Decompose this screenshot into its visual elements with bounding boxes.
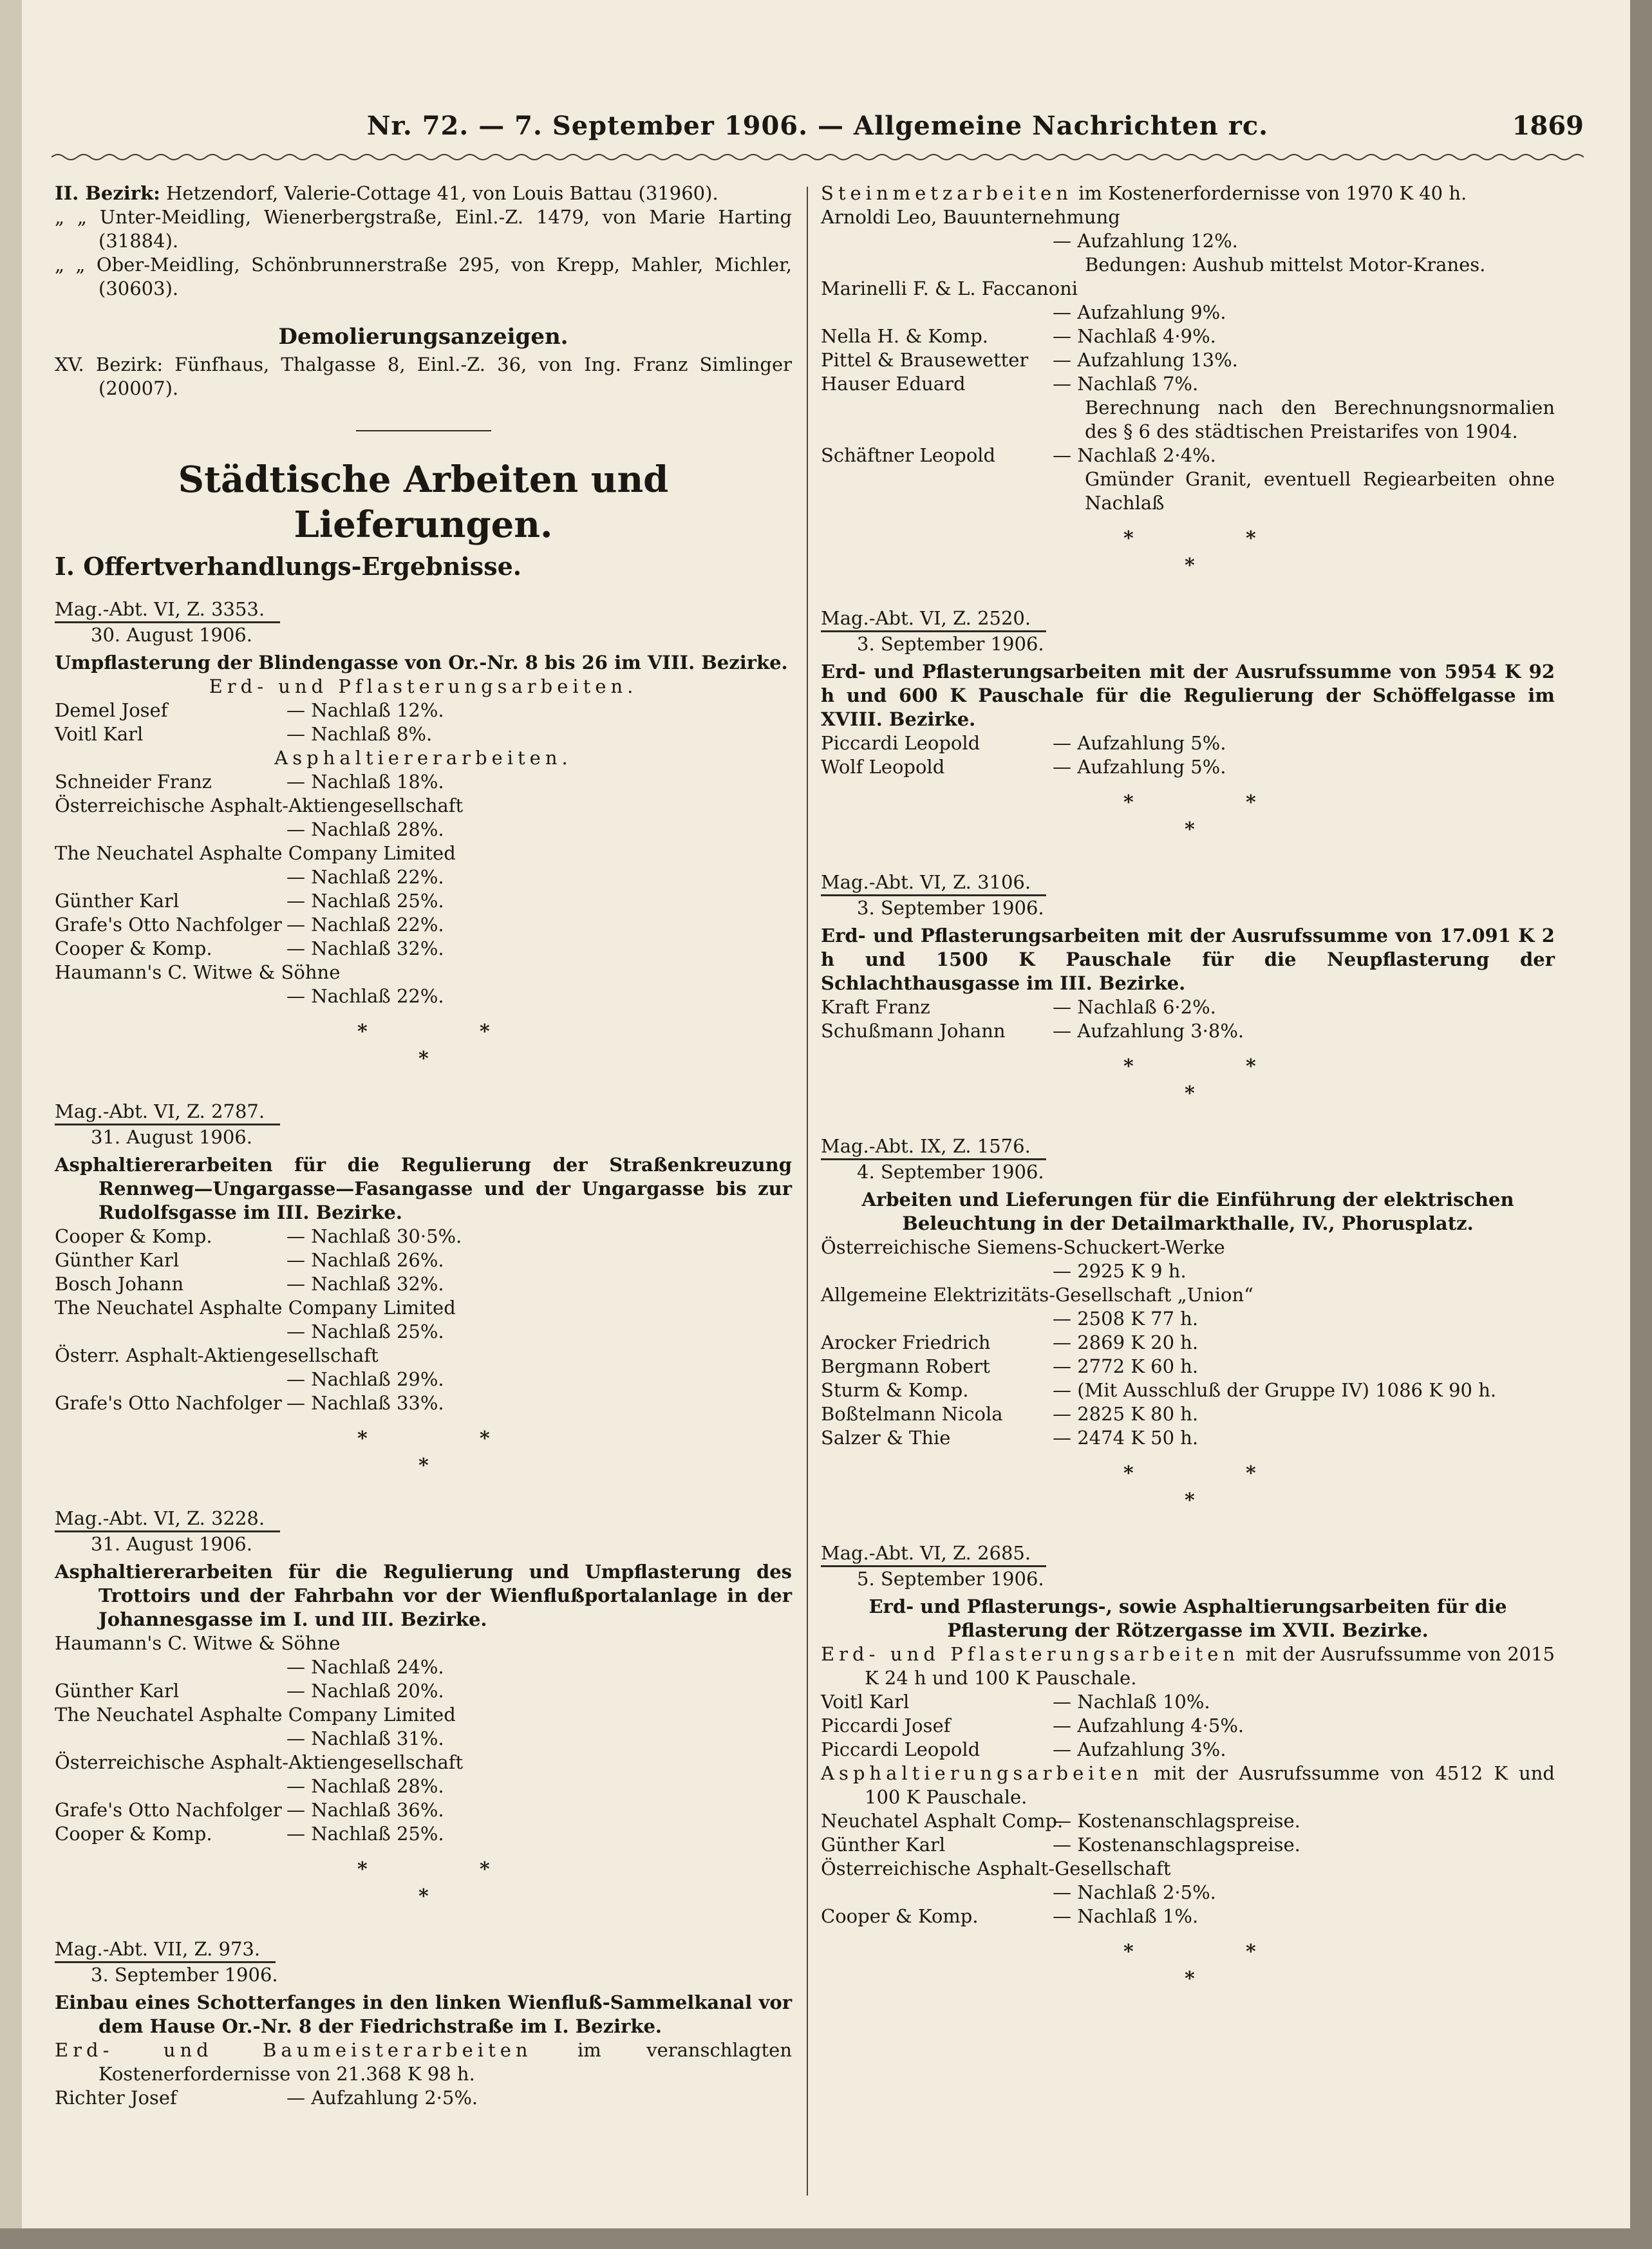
bidder-name: The Neuchatel Asphalte Company Limited	[55, 1297, 456, 1319]
tender-block	[55, 586, 792, 1008]
tender-block	[821, 1530, 1555, 1928]
asterisk: *	[1246, 527, 1256, 550]
bid-row: Voitl Karl — Nachlaß 10%.	[821, 1691, 1210, 1713]
work-subheading: Asphaltiererarbeiten.	[274, 747, 572, 769]
bid-row: Pittel & Brausewetter — Aufzahlung 13%.	[821, 349, 1238, 371]
bidder-name: Allgemeine Elektrizitäts-Gesellschaft „Union“	[821, 1284, 1254, 1306]
bid-value: — Nachlaß 24%.	[286, 1656, 444, 1678]
reference-date: 30. August 1906.	[91, 624, 252, 646]
bid-value: — Nachlaß 31%.	[286, 1727, 444, 1749]
bid-value: — Aufzahlung 9%.	[1053, 301, 1226, 323]
bidder-name: Marinelli F. & L. Faccanoni	[821, 278, 1078, 299]
asterisk: *	[1123, 527, 1134, 550]
tender-block	[821, 1123, 1555, 1450]
reference-number: Mag.-Abt. VI, Z. 3353.	[55, 598, 280, 623]
reference-date: 31. August 1906.	[91, 1533, 252, 1555]
asterisk: *	[1246, 1941, 1256, 1963]
bid-row: Günther Karl — Nachlaß 20%.	[55, 1680, 444, 1702]
column-divider	[807, 187, 808, 2196]
asterisk: *	[480, 1858, 490, 1881]
work-subheading: Erd- und Baumeisterarbeiten im veranschlagten Kostenerfordernisse von 21.368 K 98 h.	[55, 2039, 792, 2085]
bid-row: Grafe's Otto Nachfolger — Nachlaß 33%.	[55, 1392, 444, 1414]
section-heading: I. Offertverhandlungs-Ergebnisse.	[55, 552, 521, 581]
page-edge-left	[0, 0, 22, 2249]
tender-block	[821, 859, 1555, 1043]
asterism-separator	[821, 1462, 1555, 1523]
asterisk: *	[1246, 1055, 1256, 1078]
reference-date: 5. September 1906.	[857, 1568, 1044, 1590]
tender-title: Arbeiten und Lieferungen für die Einführung der elektrischen Beleuchtung in der Detailmarkthalle, IV., Phorusplatz.	[861, 1189, 1514, 1234]
reference-date: 3. September 1906.	[857, 633, 1044, 655]
bid-row: Günther Karl — Kostenanschlagspreise.	[821, 1834, 1300, 1856]
asterisk: *	[1185, 1082, 1195, 1105]
tender-title: Asphaltiererarbeiten für die Regulierung der Straßenkreuzung Rennweg—Ungargasse—Fasangasse und der Ungargasse bis zur Rudolfsgasse im III. Bezirke.	[55, 1154, 792, 1223]
bid-row: Boßtelmann Nicola — 2825 K 80 h.	[821, 1403, 1199, 1425]
demolition-entry: XV. Bezirk: Fünfhaus, Thalgasse 8, Einl.-Z. 36, von Ing. Franz Simlinger (20007).	[55, 353, 792, 399]
bid-value: — Nachlaß 28%.	[286, 818, 444, 840]
asterisk: *	[418, 1454, 429, 1477]
reference-number: Mag.-Abt. VI, Z. 3106.	[821, 870, 1046, 896]
asterisk: *	[1185, 1968, 1195, 1990]
bid-row: Hauser Eduard — Nachlaß 7%.	[821, 373, 1199, 395]
bid-value: — Nachlaß 28%.	[286, 1775, 444, 1797]
bid-row: Voitl Karl — Nachlaß 8%.	[55, 723, 433, 745]
bid-row: Cooper & Komp. — Nachlaß 25%.	[55, 1823, 444, 1845]
work-subheading: Asphaltierungsarbeiten mit der Ausrufssumme von 4512 K und 100 K Pauschale.	[821, 1762, 1555, 1808]
header-wavy-rule	[52, 149, 1584, 165]
bidder-name: Österreichische Asphalt-Gesellschaft	[821, 1858, 1171, 1879]
asterisk: *	[1185, 1489, 1195, 1512]
district-entry: „ „ Ober-Meidling, Schönbrunnerstraße 295, von Krepp, Mahler, Michler, (30603).	[55, 254, 792, 299]
bid-row: Schußmann Johann — Aufzahlung 3·8%.	[821, 1020, 1244, 1042]
reference-date: 31. August 1906.	[91, 1126, 252, 1148]
page-edge-bottom	[0, 2228, 1652, 2249]
bid-row: Arocker Friedrich — 2869 K 20 h.	[821, 1332, 1199, 1353]
header-title: Nr. 72. — 7. September 1906. — Allgemeine Nachrichten rc.	[366, 111, 1269, 141]
bid-row: Grafe's Otto Nachfolger — Nachlaß 22%.	[55, 914, 444, 936]
bid-value: — 2508 K 77 h.	[1053, 1308, 1199, 1330]
tender-block	[55, 1495, 792, 1846]
district-entry: „ „ Unter-Meidling, Wienerbergstraße, Einl.-Z. 1479, von Marie Harting (31884).	[55, 206, 792, 252]
reference-number: Mag.-Abt. VI, Z. 2520.	[821, 607, 1046, 632]
right-column	[821, 182, 1555, 2008]
reference-date: 3. September 1906.	[857, 897, 1044, 919]
tender-title: Erd- und Pflasterungsarbeiten mit der Ausrufssumme von 17.091 K 2 h und 1500 K Pauschale für die Neupflasterung der Schlachthausgasse im III. Bezirke.	[821, 925, 1555, 994]
asterisk: *	[1185, 818, 1195, 841]
bidder-name: The Neuchatel Asphalte Company Limited	[55, 1704, 456, 1726]
asterisk: *	[1123, 1462, 1134, 1485]
bid-row: Richter Josef — Aufzahlung 2·5%.	[55, 2087, 478, 2109]
asterism-separator	[55, 1427, 792, 1489]
section-rule	[356, 430, 491, 431]
bidder-name: Haumann's C. Witwe & Söhne	[55, 1632, 341, 1654]
bid-row: Cooper & Komp. — Nachlaß 32%.	[55, 937, 444, 959]
bid-row: Piccardi Leopold — Aufzahlung 5%.	[821, 732, 1226, 754]
asterisk: *	[480, 1427, 490, 1450]
bid-row: Sturm & Komp. — (Mit Ausschluß der Gruppe IV) 1086 K 90 h.	[821, 1379, 1497, 1401]
main-heading: Städtische Arbeiten und Lieferungen.	[178, 458, 669, 546]
bid-value: — Nachlaß 25%.	[286, 1321, 444, 1342]
asterisk: *	[1123, 791, 1134, 814]
asterisk: *	[1185, 554, 1195, 577]
bid-note: Bedungen: Aushub mittelst Motor-Kranes.	[1085, 254, 1486, 276]
bid-row: Nella H. & Komp. — Nachlaß 4·9%.	[821, 325, 1216, 347]
asterisk: *	[357, 1021, 368, 1043]
asterism-separator	[55, 1020, 792, 1082]
page-number: 1869	[1512, 111, 1584, 141]
bidder-name: The Neuchatel Asphalte Company Limited	[55, 842, 456, 864]
bid-row: Bosch Johann — Nachlaß 32%.	[55, 1273, 444, 1295]
page-header	[52, 111, 1584, 149]
asterisk: *	[480, 1021, 490, 1043]
tender-block	[55, 1926, 792, 2110]
bid-value: — Nachlaß 22%.	[286, 985, 444, 1007]
asterism-separator	[821, 527, 1555, 588]
tender-title: Erd- und Pflasterungs-, sowie Asphaltierungsarbeiten für die Pflasterung der Rötzergasse im XVII. Bezirke.	[868, 1595, 1507, 1641]
bidder-name: Österreichische Siemens-Schuckert-Werke	[821, 1236, 1225, 1258]
reference-number: Mag.-Abt. VI, Z. 2685.	[821, 1541, 1046, 1567]
work-subheading: Steinmetzarbeiten im Kostenerfordernisse von 1970 K 40 h.	[821, 182, 1467, 204]
work-subheading: Erd- und Pflasterungsarbeiten.	[209, 675, 638, 697]
bid-value: — Nachlaß 29%.	[286, 1368, 444, 1390]
asterisk: *	[1246, 1462, 1256, 1485]
asterisk: *	[357, 1858, 368, 1881]
reference-number: Mag.-Abt. VII, Z. 973.	[55, 1937, 276, 1963]
asterisk: *	[418, 1885, 429, 1908]
bid-row: Cooper & Komp. — Nachlaß 30·5%.	[55, 1225, 462, 1247]
tender-title: Umpflasterung der Blindengasse von Or.-Nr. 8 bis 26 im VIII. Bezirke.	[55, 652, 788, 673]
tender-title: Asphaltiererarbeiten für die Regulierung und Umpflasterung des Trottoirs und der Fahrbahn vor der Wienflußportalanlage in der Johannesgasse im I. und III. Bezirke.	[55, 1561, 792, 1630]
bid-value: — Nachlaß 22%.	[286, 866, 444, 888]
tender-title: Erd- und Pflasterungsarbeiten mit der Ausrufssumme von 5954 K 92 h und 600 K Pauschale für die Regulierung der Schöffelgasse im XVIII. Bezirke.	[821, 661, 1555, 730]
reference-date: 3. September 1906.	[91, 1964, 278, 1986]
reference-date: 4. September 1906.	[857, 1161, 1044, 1183]
asterism-separator	[821, 791, 1555, 852]
bid-value: — 2925 K 9 h.	[1053, 1260, 1187, 1282]
bid-row: Neuchatel Asphalt Comp. — Kostenanschlagspreise.	[821, 1810, 1300, 1832]
bid-row: Kraft Franz — Nachlaß 6·2%.	[821, 996, 1216, 1018]
asterisk: *	[1123, 1055, 1134, 1078]
asterism-separator	[821, 1940, 1555, 2002]
asterism-separator	[821, 1055, 1555, 1116]
page-edge-right	[1630, 0, 1652, 2249]
bidder-name: Haumann's C. Witwe & Söhne	[55, 961, 341, 983]
asterisk: *	[418, 1048, 429, 1070]
bid-row: Schneider Franz — Nachlaß 18%.	[55, 771, 444, 793]
bid-row: Bergmann Robert — 2772 K 60 h.	[821, 1355, 1199, 1377]
asterisk: *	[357, 1427, 368, 1450]
asterisk: *	[1246, 791, 1256, 814]
bid-row: Günther Karl — Nachlaß 26%.	[55, 1249, 444, 1271]
demolition-heading: Demolierungsanzeigen.	[278, 324, 568, 350]
bid-row: Grafe's Otto Nachfolger — Nachlaß 36%.	[55, 1799, 444, 1821]
bid-value: — Nachlaß 2·5%.	[1053, 1881, 1216, 1903]
bid-row: Wolf Leopold — Aufzahlung 5%.	[821, 756, 1226, 778]
tender-title: Einbau eines Schotterfanges in den linken Wienfluß-Sammelkanal vor dem Hause Or.-Nr. 8 der Fiedrichstraße im I. Bezirke.	[55, 1991, 792, 2037]
bidder-name: Arnoldi Leo, Bauunternehmung	[821, 206, 1120, 228]
reference-number: Mag.-Abt. VI, Z. 3228.	[55, 1507, 280, 1532]
bid-row: Günther Karl — Nachlaß 25%.	[55, 890, 444, 912]
left-column	[55, 182, 792, 2110]
asterisk: *	[1123, 1941, 1134, 1963]
tender-block	[55, 1088, 792, 1415]
district-entry: II. Bezirk: Hetzendorf, Valerie-Cottage 41, von Louis Battau (31960).	[55, 182, 718, 204]
bid-row: Schäftner Leopold — Nachlaß 2·4%.	[821, 444, 1216, 466]
work-subheading: Erd- und Pflasterungsarbeiten mit der Ausrufssumme von 2015 K 24 h und 100 K Pauschale.	[821, 1643, 1555, 1689]
reference-number: Mag.-Abt. VI, Z. 2787.	[55, 1100, 280, 1125]
bidder-name: Österr. Asphalt-Aktiengesellschaft	[55, 1344, 379, 1366]
asterism-separator	[55, 1858, 792, 1919]
bid-value: — Aufzahlung 12%.	[1053, 230, 1238, 252]
reference-number: Mag.-Abt. IX, Z. 1576.	[821, 1134, 1046, 1160]
tender-block	[821, 595, 1555, 779]
bid-row: Demel Josef — Nachlaß 12%.	[55, 699, 444, 721]
bid-row: Piccardi Leopold — Aufzahlung 3%.	[821, 1738, 1226, 1760]
bid-row: Piccardi Josef — Aufzahlung 4·5%.	[821, 1715, 1244, 1736]
bid-note: Berechnung nach den Berechnungsnormalien des § 6 des städtischen Preistarifes von 1904.	[1085, 397, 1555, 442]
bidder-name: Österreichische Asphalt-Aktiengesellschaft	[55, 795, 464, 816]
bid-note: Gmünder Granit, eventuell Regiearbeiten ohne Nachlaß	[1085, 468, 1555, 514]
bid-row: Cooper & Komp. — Nachlaß 1%.	[821, 1905, 1199, 1927]
bid-row: Salzer & Thie — 2474 K 50 h.	[821, 1427, 1199, 1449]
bidder-name: Österreichische Asphalt-Aktiengesellschaft	[55, 1751, 464, 1773]
